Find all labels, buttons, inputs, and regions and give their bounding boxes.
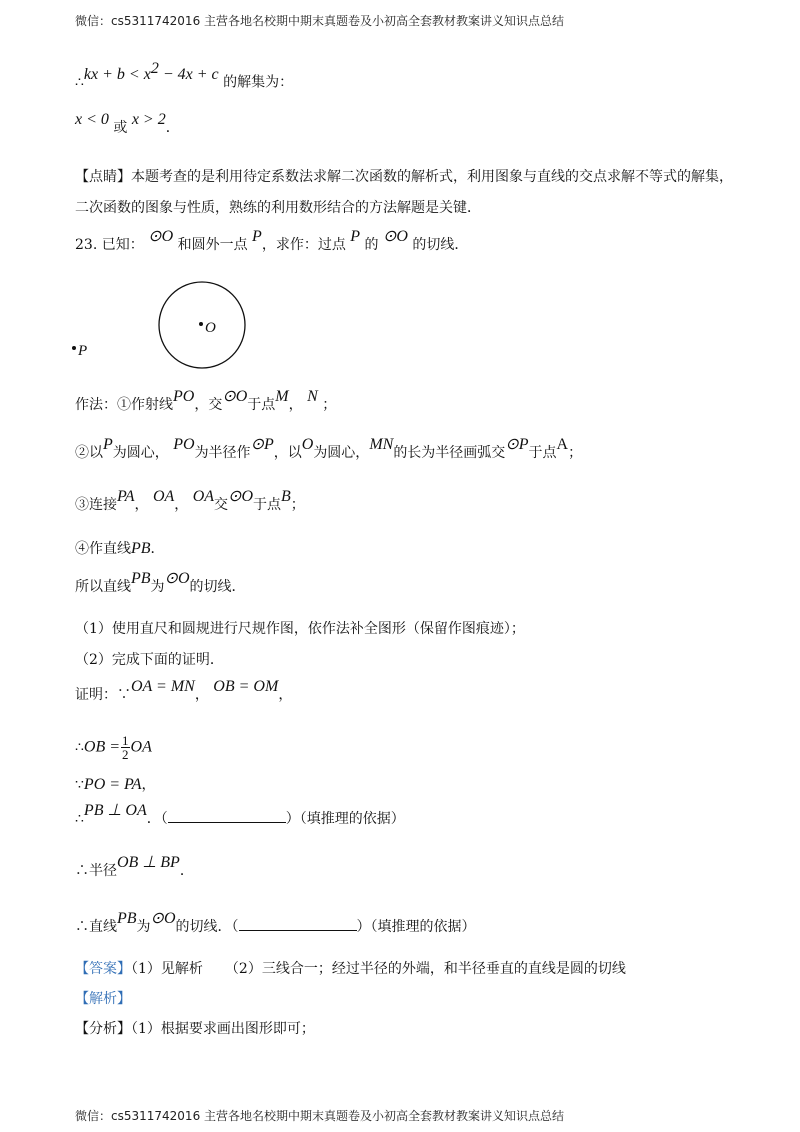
page-header: 微信：cs5311742016 主营各地名校期中期末真题卷及小初高全套教材教案讲义知识点总结: [75, 14, 565, 28]
seg-oa: OA: [152, 488, 175, 505]
point-o: O: [301, 436, 314, 453]
ans-or: 或: [113, 120, 128, 136]
method-conclusion: [75, 570, 246, 596]
point-n: N: [307, 388, 318, 405]
circle-p-symbol: ⊙P: [250, 436, 274, 453]
comment-line-2: 二次函数的图象与性质，熟练的利用数形结合的方法解题是关键．: [75, 200, 481, 216]
problem-text-4: 的: [364, 237, 379, 253]
punct: ．（: [146, 811, 168, 827]
solution-set-line: [75, 111, 180, 137]
method-text: ，交: [194, 397, 223, 413]
analysis-line: [75, 1018, 315, 1038]
proof-expr: OB =: [83, 738, 121, 756]
page-footer: 微信：cs5311742016 主营各地名校期中期末真题卷及小初高全套教材教案讲义知识点总结: [75, 1109, 565, 1123]
ans-end: ．: [165, 120, 180, 136]
method-text: ②以: [75, 445, 103, 461]
because-symbol: ∵: [117, 687, 131, 703]
circle-o-symbol: ⊙O: [164, 570, 190, 587]
proof-expr: PB ⊥ OA: [83, 802, 147, 819]
method-text: 于点: [253, 497, 282, 513]
punct: ，: [278, 687, 293, 703]
circle-o-symbol: ⊙O: [228, 488, 254, 505]
therefore-symbol: ∴: [75, 811, 84, 827]
frac-num: 1: [122, 733, 129, 748]
proof-text: 直线: [89, 919, 117, 935]
punct: ，: [134, 497, 149, 513]
comment-line-1: [75, 166, 733, 186]
proof-text: 半径: [89, 863, 117, 879]
punct: ；: [568, 445, 583, 461]
punct: ．: [179, 863, 194, 879]
ineq-rhs: − 4x + c: [158, 65, 219, 83]
ans-left: x < 0: [75, 111, 109, 128]
answer-blank-2[interactable]: [239, 918, 357, 931]
point-b: B: [281, 488, 291, 505]
punct: ．: [150, 541, 165, 557]
problem-text-3: ，求作：过点: [261, 237, 346, 253]
proof-expr: OA: [130, 738, 152, 756]
inequality-line: [75, 60, 294, 92]
punct: ；: [322, 397, 337, 413]
method-text: 作法：①作射线: [75, 397, 173, 413]
proof-line-5: [75, 854, 194, 880]
ineq-lhs: kx + b < x: [83, 65, 151, 83]
point-a: A: [556, 436, 569, 453]
line-pb: PB: [131, 540, 151, 557]
point-p: P: [103, 436, 113, 453]
punct: ，: [194, 687, 209, 703]
proof-expr: OB = OM: [213, 678, 279, 695]
answer-blank-1[interactable]: [168, 810, 286, 823]
punct: ，: [141, 777, 156, 793]
circle-p-symbol: ⊙P: [505, 436, 529, 453]
seg-mn: MN: [369, 436, 394, 453]
ineq-suffix: 的解集为：: [223, 74, 294, 91]
circle-o-symbol: ⊙O: [222, 388, 248, 405]
fraction-half: [121, 734, 130, 761]
method-text: 所以直线: [75, 579, 131, 595]
proof-text: 的切线．（: [175, 919, 239, 935]
method-text: ④作直线: [75, 541, 131, 557]
ans-right: x > 2: [131, 111, 166, 128]
method-text: 为圆心，: [112, 445, 169, 461]
method-text: 的长为半径画弧交: [393, 445, 506, 461]
proof-expr: OB ⊥ BP: [117, 854, 180, 871]
hint-text: ）（填推理的依据）: [285, 811, 405, 827]
method-step-2: [75, 436, 583, 462]
seg-pa: PA: [117, 488, 135, 505]
answer-label: 【答案】: [75, 961, 131, 977]
punct: ，: [288, 397, 303, 413]
point-p-symbol: P: [252, 228, 262, 245]
because-symbol: ∵: [75, 777, 84, 793]
label-o: O: [205, 320, 216, 336]
punct: ，: [174, 497, 189, 513]
problem-text-1: 已知：: [101, 237, 144, 253]
answer-part-1: （1）见解析: [131, 961, 203, 977]
proof-line-1: [75, 678, 293, 704]
question-2: （2）完成下面的证明．: [75, 652, 224, 668]
method-text: 于点: [247, 397, 276, 413]
problem-text-5: 的切线．: [412, 237, 469, 253]
comment-text-1: 本题考查的是利用待定系数法求解二次函数的解析式，利用图象与直线的交点求解不等式的解集，: [131, 169, 733, 185]
circle-o-symbol: ⊙O: [148, 228, 174, 245]
line-pb: PB: [131, 570, 151, 587]
circle-o-symbol: ⊙O: [150, 910, 176, 927]
point-p-dot: [72, 346, 76, 350]
question-1: （1）使用直尺和圆规进行尺规作图，依作法补全图形（保留作图痕迹）；: [75, 621, 525, 637]
circle-figure: [60, 275, 280, 375]
answer-part-2: （2）三线合一；经过半径的外端，和半径垂直的直线是圆的切线: [224, 961, 626, 977]
proof-line-2: [75, 734, 152, 761]
answer-line: [75, 958, 626, 978]
proof-line-3: [75, 774, 156, 794]
problem-statement: [75, 228, 469, 254]
method-text: 的切线．: [189, 579, 246, 595]
proof-label: 证明：: [75, 687, 117, 703]
problem-text-2: 和圆外一点: [177, 237, 248, 253]
comment-label: 【点睛】: [75, 169, 131, 185]
method-text: 交: [214, 497, 229, 513]
method-step-1: [75, 388, 337, 414]
seg-oa: OA: [192, 488, 215, 505]
analysis-text: （1）根据要求画出图形即可；: [131, 1021, 315, 1037]
proof-expr: PO = PA: [83, 776, 142, 793]
method-text: 为: [150, 579, 165, 595]
therefore-symbol: ∴: [75, 74, 84, 91]
analysis-heading: 【解析】: [75, 991, 131, 1007]
proof-line-6: [75, 910, 476, 936]
problem-number: 23.: [75, 237, 98, 253]
method-step-4: [75, 538, 165, 558]
point-m: M: [275, 388, 289, 405]
frac-den: 2: [122, 747, 129, 762]
punct: ；: [290, 497, 305, 513]
ineq-exponent: 2: [150, 60, 159, 77]
therefore-symbol: ∴: [75, 919, 89, 935]
therefore-symbol: ∴: [75, 863, 89, 879]
seg-po: PO: [173, 436, 195, 453]
method-text: 于点: [528, 445, 557, 461]
proof-line-4: [75, 802, 405, 828]
proof-expr: OA = MN: [131, 678, 195, 695]
hint-text: ）（填推理的依据）: [356, 919, 476, 935]
therefore-symbol: ∴: [75, 739, 84, 756]
proof-text: 为: [136, 919, 151, 935]
method-text: ③连接: [75, 497, 117, 513]
label-p: P: [78, 343, 88, 359]
analysis-label: 【分析】: [75, 1021, 131, 1037]
method-text: 为圆心，: [313, 445, 370, 461]
line-pb: PB: [117, 910, 137, 927]
method-step-3: [75, 488, 305, 514]
method-text: 为半径作: [194, 445, 251, 461]
point-p-symbol: P: [350, 228, 361, 245]
circle-o-symbol: ⊙O: [382, 228, 408, 245]
method-text: ，以: [273, 445, 302, 461]
seg-po: PO: [173, 388, 195, 405]
center-dot: [199, 322, 203, 326]
